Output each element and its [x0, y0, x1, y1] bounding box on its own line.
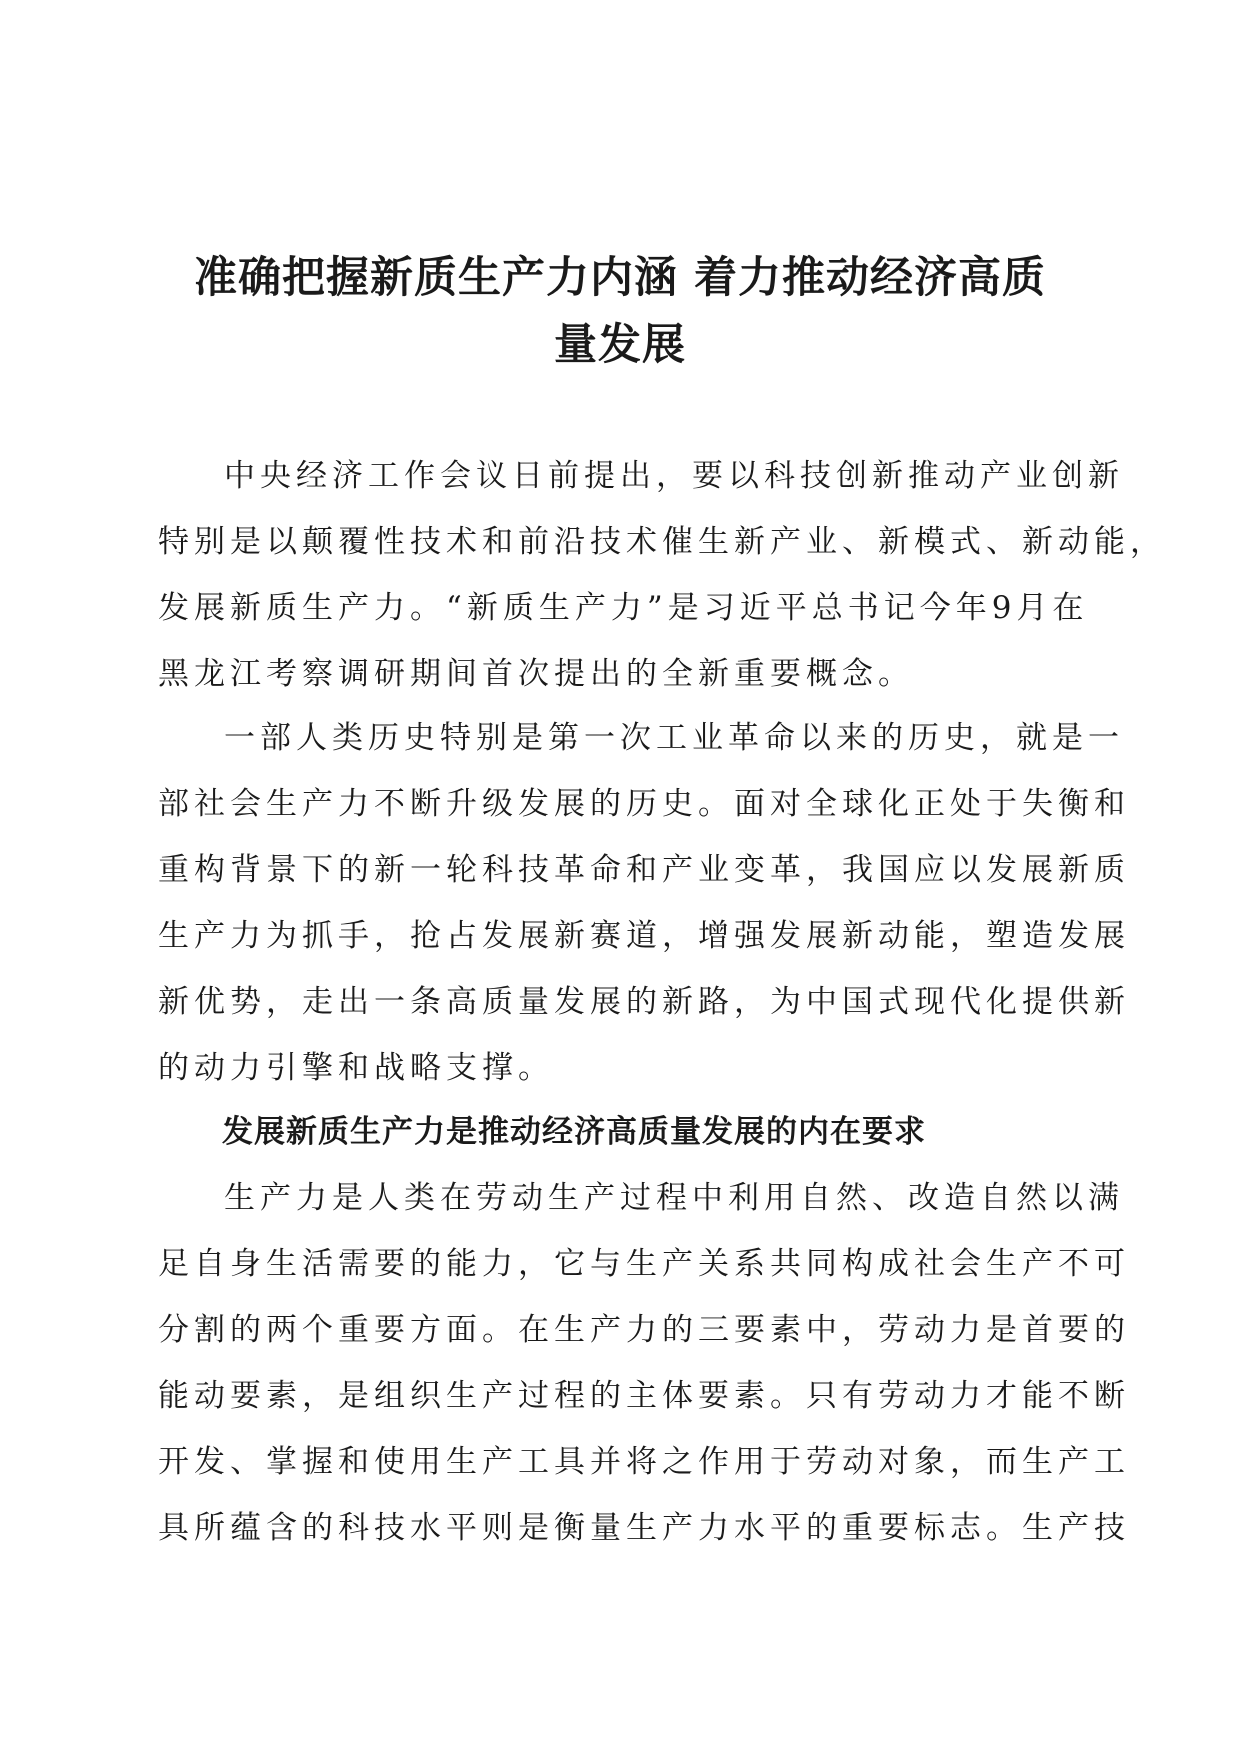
paragraph-line: 部社会生产力不断升级发展的历史。面对全球化正处于失衡和: [158, 786, 1130, 822]
title-line: 准确把握新质生产力内涵 着力推动经济高质: [194, 253, 1046, 303]
paragraph-line: 中央经济工作会议日前提出，要以科技创新推动产业创新: [224, 458, 1124, 494]
paragraph-history: [158, 705, 1130, 1101]
paragraph-line: 一部人类历史特别是第一次工业革命以来的历史，就是一: [224, 720, 1124, 756]
paragraph-line: 新优势，走出一条高质量发展的新路，为中国式现代化提供新: [158, 984, 1130, 1020]
paragraph-line: 具所蕴含的科技水平则是衡量生产力水平的重要标志。生产技: [158, 1510, 1130, 1546]
paragraph-productivity: [158, 1165, 1130, 1561]
paragraph-line: 生产力是人类在劳动生产过程中利用自然、改造自然以满: [224, 1180, 1124, 1216]
paragraph-line: 特别是以颠覆性技术和前沿技术催生新产业、新模式、新动能，: [158, 524, 1166, 560]
paragraph-line: 重构背景下的新一轮科技革命和产业变革，我国应以发展新质: [158, 852, 1130, 888]
paragraph-line: 黑龙江考察调研期间首次提出的全新重要概念。: [158, 656, 914, 692]
paragraph-line: 发展新质生产力。“新质生产力”是习近平总书记今年9月在: [158, 590, 1089, 626]
paragraph-line: 足自身生活需要的能力，它与生产关系共同构成社会生产不可: [158, 1246, 1130, 1282]
paragraph-line: 开发、掌握和使用生产工具并将之作用于劳动对象，而生产工: [158, 1444, 1130, 1480]
paragraph-line: 能动要素，是组织生产过程的主体要素。只有劳动力才能不断: [158, 1378, 1130, 1414]
paragraph-line: 生产力为抓手，抢占发展新赛道，增强发展新动能，塑造发展: [158, 918, 1130, 954]
article-title: [160, 245, 1080, 379]
title-line: 量发展: [554, 320, 686, 370]
paragraph-line: 的动力引擎和战略支撑。: [158, 1050, 554, 1086]
section-heading: 发展新质生产力是推动经济高质量发展的内在要求: [222, 1114, 926, 1150]
paragraph-intro: [158, 443, 1166, 707]
paragraph-line: 分割的两个重要方面。在生产力的三要素中，劳动力是首要的: [158, 1312, 1130, 1348]
